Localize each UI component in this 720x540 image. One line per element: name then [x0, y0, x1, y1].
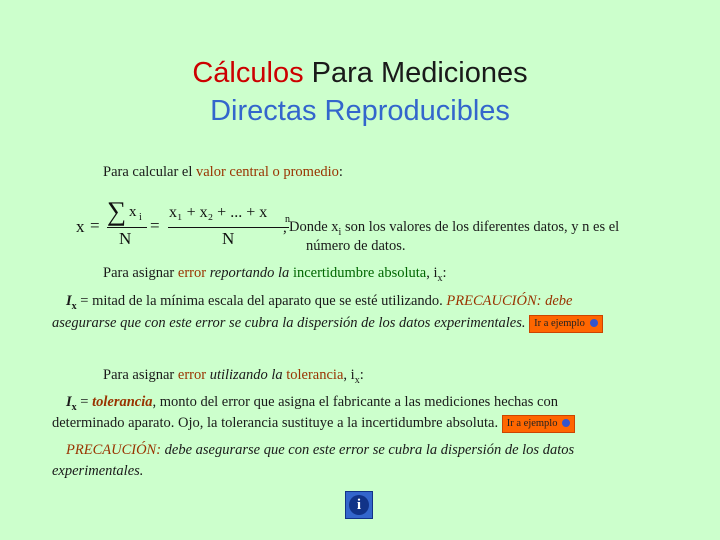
- fraction-bar-1: [107, 227, 147, 228]
- tol-desc-text: , monto del error que asigna el fabricante a las mediciones hechas con: [152, 394, 558, 410]
- abs-desc-line1: [66, 292, 572, 316]
- central-colon: :: [338, 164, 343, 180]
- tol-error-word: error: [177, 367, 207, 383]
- example-button-label-2: Ir a ejemplo: [506, 417, 558, 429]
- formula-N2: N: [222, 229, 235, 248]
- abs-desc-sub: x: [71, 300, 77, 312]
- abs-caution-tail: debe: [541, 293, 573, 309]
- page-title-line1: [0, 56, 720, 90]
- definition-post: son los valores de los diferentes datos, y n es el: [341, 219, 620, 235]
- central-intro-text: Para calcular el: [103, 164, 196, 180]
- definition-line2: número de datos.: [306, 238, 406, 254]
- tol-error-intro: [103, 366, 364, 390]
- abs-sub: x: [437, 272, 443, 284]
- tol-intro-text: Para asignar: [103, 367, 178, 383]
- tol-sub: x: [354, 374, 360, 386]
- fraction-bar-2: [168, 227, 289, 228]
- abs-desc-text: = mitad de la mínima escala del aparato que se esté utilizando.: [76, 293, 447, 309]
- mean-formula: [76, 196, 291, 256]
- abs-error-intro: [103, 264, 447, 288]
- definition-sub: i: [338, 226, 342, 238]
- tol-desc-line2: [52, 414, 575, 433]
- formula-numerator: x₁ + x₂ + ... + x: [169, 204, 268, 221]
- abs-error-word: error: [177, 265, 207, 281]
- caution2-line1: [66, 441, 574, 460]
- tol-colon: :: [359, 367, 364, 383]
- abs-tail: , i: [426, 265, 438, 281]
- info-icon: i: [349, 495, 369, 515]
- title-calculos: Cálculos: [192, 57, 304, 89]
- caution2-line2: experimentales.: [52, 463, 144, 479]
- definition-pre: Donde x: [289, 219, 339, 235]
- tol-desc-tolerance: tolerancia: [92, 394, 153, 410]
- abs-uncertainty: incertidumbre absoluta: [292, 265, 427, 281]
- tol-desc-eq: =: [76, 394, 93, 410]
- bullet-icon: [562, 419, 570, 427]
- sum-icon: ∑: [107, 196, 127, 226]
- central-highlight: valor central o promedio: [195, 164, 339, 180]
- abs-caution: PRECAUCIÓN:: [446, 293, 542, 309]
- tol-tail: , i: [343, 367, 355, 383]
- formula-xi: x: [129, 204, 137, 220]
- formula-xi-sub: i: [139, 212, 142, 223]
- caution2-text: debe asegurarse que con este error se cubra la dispersión de los datos: [161, 442, 575, 458]
- go-to-example-button-1[interactable]: [529, 315, 603, 333]
- example-button-label-1: Ir a ejemplo: [534, 317, 585, 329]
- formula-n-sub: n: [285, 214, 290, 225]
- formula-eq2: =: [150, 216, 160, 235]
- abs-colon: :: [442, 265, 447, 281]
- formula-eq1: =: [90, 216, 100, 235]
- formula-N1: N: [119, 229, 132, 248]
- formula-x: x: [76, 217, 85, 236]
- abs-desc-line2-text: asegurarse que con este error se cubra la dispersión de los datos experimentales.: [52, 315, 526, 331]
- formula-comma: ,: [283, 220, 287, 236]
- tol-desc-sub: x: [71, 401, 77, 413]
- tol-desc-line2-text: determinado aparato. Ojo, la tolerancia sustituye a la incertidumbre absoluta.: [52, 415, 499, 431]
- info-button[interactable]: [345, 491, 373, 519]
- tol-desc-I: I: [66, 394, 72, 410]
- bullet-icon: [590, 319, 598, 327]
- tol-using: utilizando la: [206, 367, 287, 383]
- abs-desc-line2: [52, 314, 603, 333]
- abs-reporting: reportando la: [206, 265, 293, 281]
- abs-desc-I: I: [66, 293, 72, 309]
- abs-intro-text: Para asignar: [103, 265, 178, 281]
- go-to-example-button-2[interactable]: [502, 415, 576, 433]
- title-rest: Para Mediciones: [303, 57, 528, 89]
- central-intro: [103, 163, 343, 182]
- tol-tolerance: tolerancia: [286, 367, 344, 383]
- page-title-line2: Directas Reproducibles: [210, 95, 510, 127]
- caution2-label: PRECAUCIÓN:: [66, 442, 162, 458]
